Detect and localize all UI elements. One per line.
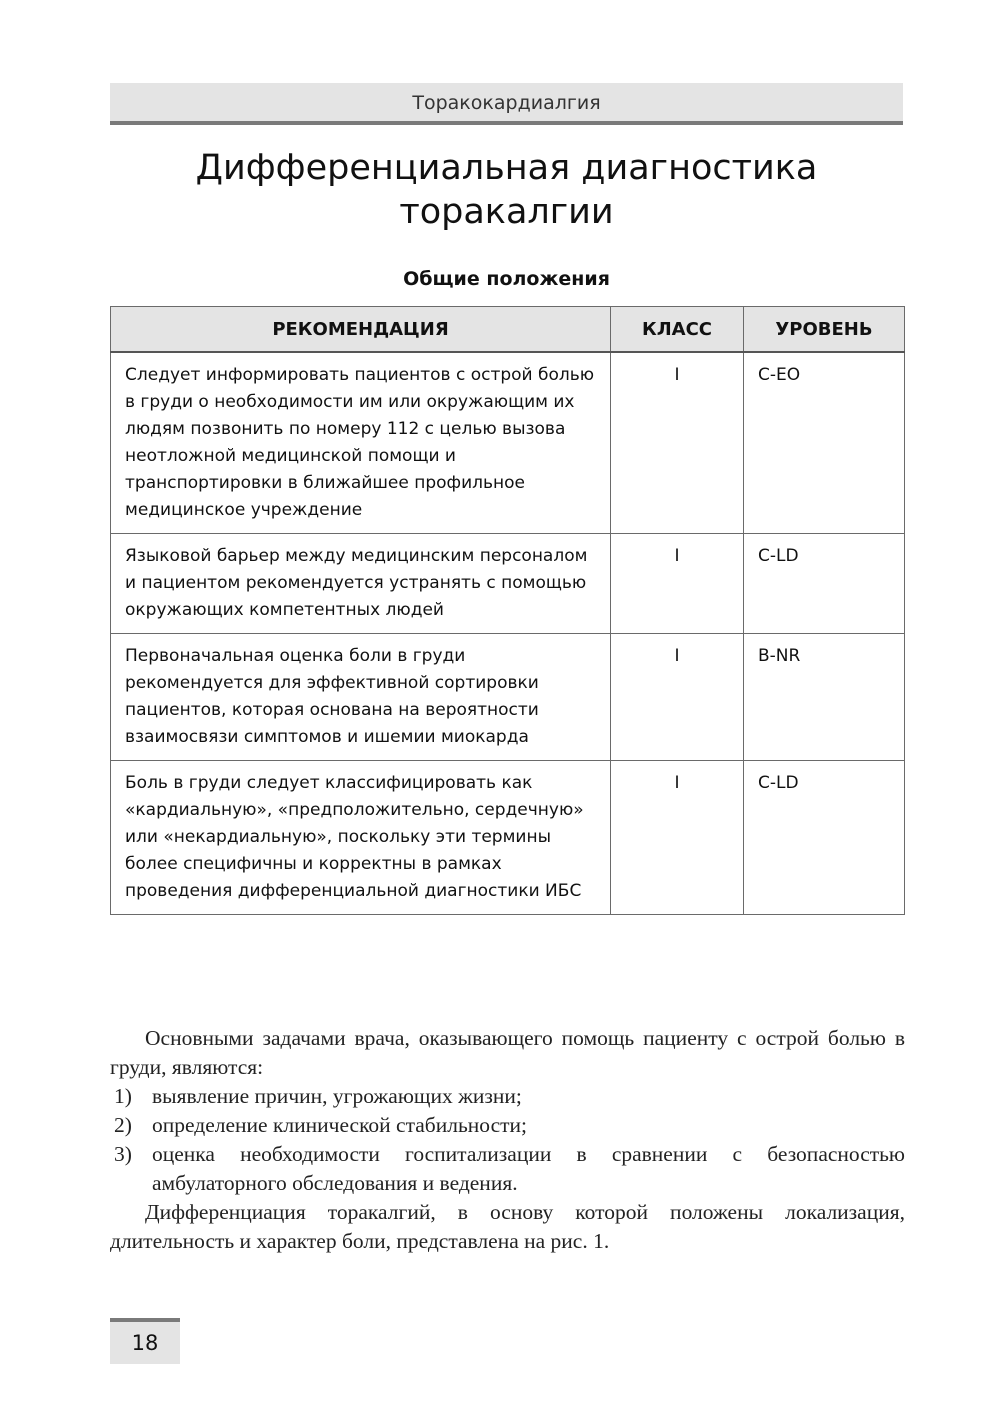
class-cell: I bbox=[611, 352, 744, 534]
recommendation-cell: Следует информировать пациентов с острой болью в груди о необходимости им или окружающим их людям позвонить по номеру 112 с целью вызова неотложной медицинской помощи и транспортировки в ближайшее профильное медицинское учреждение bbox=[111, 352, 611, 534]
recommendation-cell: Боль в груди следует классифицировать как «кардиальную», «предположительно, сердечную» или «некардиальную», поскольку эти термины более специфичны и корректны в рамках проведения дифференциальной диагностики ИБС bbox=[111, 761, 611, 915]
class-cell: I bbox=[611, 534, 744, 634]
list-item-text: выявление причин, угрожающих жизни; bbox=[152, 1084, 522, 1108]
table-header-row bbox=[111, 307, 905, 353]
tasks-list bbox=[110, 1082, 905, 1198]
page-title bbox=[110, 146, 903, 234]
level-cell: C-LD bbox=[744, 761, 905, 915]
list-item-text: определение клинической стабильности; bbox=[152, 1113, 527, 1137]
recommendation-cell: Первоначальная оценка боли в груди рекомендуется для эффективной сортировки пациентов, которая основана на вероятности взаимосвязи симптомов и ишемии миокарда bbox=[111, 634, 611, 761]
conclusion-paragraph: Дифференциация торакалгий, в основу которой положены локализация, длительность и характер боли, представлена на рис. 1. bbox=[110, 1200, 905, 1253]
recommendations-table bbox=[110, 306, 905, 915]
list-item bbox=[110, 1111, 905, 1140]
column-header-level: УРОВЕНЬ bbox=[744, 307, 905, 353]
table-row bbox=[111, 534, 905, 634]
table-row bbox=[111, 352, 905, 534]
table-row bbox=[111, 761, 905, 915]
list-item-number: 2) bbox=[114, 1113, 132, 1137]
list-item-text: оценка необходимости госпитализации в сравнении с безопасностью амбулаторного обследования и ведения. bbox=[152, 1142, 905, 1195]
list-item bbox=[110, 1082, 905, 1111]
page-title-line-2: торакалгии bbox=[399, 192, 614, 232]
level-cell: C-EO bbox=[744, 352, 905, 534]
class-cell: I bbox=[611, 761, 744, 915]
table-row bbox=[111, 634, 905, 761]
list-item-number: 3) bbox=[114, 1142, 132, 1166]
page-title-line-1: Дифференциальная диагностика bbox=[195, 148, 818, 188]
section-subtitle: Общие положения bbox=[403, 268, 610, 290]
body-text bbox=[110, 1024, 905, 1256]
class-cell: I bbox=[611, 634, 744, 761]
recommendation-cell: Языковой барьер между медицинским персоналом и пациентом рекомендуется устранять с помощью окружающих компетентных людей bbox=[111, 534, 611, 634]
column-header-class: КЛАСС bbox=[611, 307, 744, 353]
list-item bbox=[110, 1140, 905, 1198]
level-cell: B-NR bbox=[744, 634, 905, 761]
page-number: 18 bbox=[110, 1318, 180, 1364]
intro-paragraph: Основными задачами врача, оказывающего помощь пациенту с острой болью в груди, являются: bbox=[110, 1026, 905, 1079]
running-header: Торакокардиалгия bbox=[110, 83, 903, 125]
column-header-recommendation: РЕКОМЕНДАЦИЯ bbox=[111, 307, 611, 353]
level-cell: C-LD bbox=[744, 534, 905, 634]
list-item-number: 1) bbox=[114, 1084, 132, 1108]
